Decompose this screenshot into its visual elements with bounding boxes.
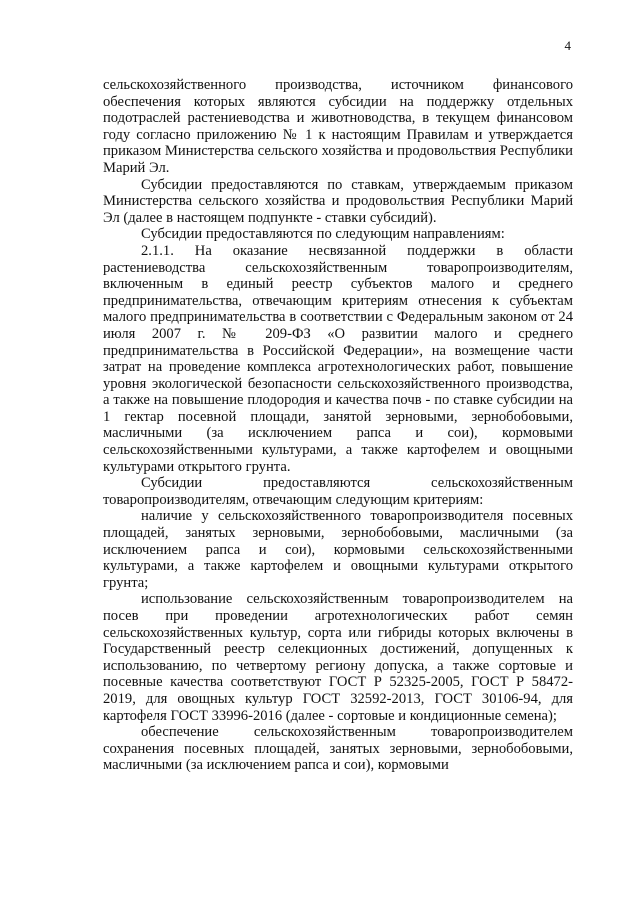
page-number: 4 — [564, 38, 571, 53]
paragraph-3: Субсидии предоставляются по следующим направлениям: — [141, 226, 505, 243]
paragraph-1: сельскохозяйственного производства, источником финансового обеспечения которых являются субсидии на поддержку отдельных подотраслей растениеводства и животноводства, в текущем финансовом году согласно приложению № 1 к настоящим Правилам и утверждается приказом Министерства сельского хозяйства и продовольствия Республики Марий Эл. — [103, 77, 573, 176]
paragraph-2: Субсидии предоставляются по ставкам, утверждаемым приказом Министерства сельского хозяйства и продовольствия Республики Марий Эл (далее в настоящем подпункте - ставки субсидий). — [103, 176, 573, 226]
paragraph-7: использование сельскохозяйственным товаропроизводителем на посев при проведении агротехнологических работ семян сельскохозяйственных культур, сорта или гибриды которых включены в Государственный реестр селекционных достижений, допущенных к использованию, по четвертому региону допуска, а также сортовые и посевные качества соответствуют ГОСТ Р 52325-2005, ГОСТ Р 58472-2019, для овощных культур ГОСТ 32592-2013, ГОСТ 30106-94, для картофеля ГОСТ 33996-2016 (далее - сортовые и кондиционные семена); — [103, 591, 573, 724]
paragraph-8: обеспечение сельскохозяйственным товаропроизводителем сохранения посевных площадей, занятых зерновыми, зернобобовыми, масличными (за исключением рапса и сои), кормовыми — [103, 724, 573, 774]
paragraph-6: наличие у сельскохозяйственного товаропроизводителя посевных площадей, занятых зерновыми, зернобобовыми, масличными (за исключением рапса и сои), кормовыми сельскохозяйственными культурами, а также картофелем и овощными культурами открытого грунта; — [103, 508, 573, 591]
paragraph-4: 2.1.1. На оказание несвязанной поддержки в области растениеводства сельскохозяйственным товаропроизводителям, включенным в единый реестр субъектов малого и среднего предпринимательства, отвечающим критериям отнесения к субъектам малого предпринимательства в соответствии с Федеральным законом от 24 июля 2007 г. № 209-ФЗ «О развитии малого и среднего предпринимательства в Российской Федерации», на возмещение части затрат на проведение комплекса агротехнологических работ, повышение уровня экологической безопасности сельскохозяйственного производства, а также на повышение плодородия и качества почв - по ставке субсидии на 1 гектар посевной площади, занятой зерновыми, зернобобовыми, масличными (за исключением рапса и сои), кормовыми сельскохозяйственными культурами, а также картофелем и овощными культурами открытого грунта. — [103, 242, 573, 475]
paragraph-5: Субсидии предоставляются сельскохозяйственным товаропроизводителям, отвечающим следующим критериям: — [103, 475, 573, 508]
document-body — [103, 77, 573, 774]
